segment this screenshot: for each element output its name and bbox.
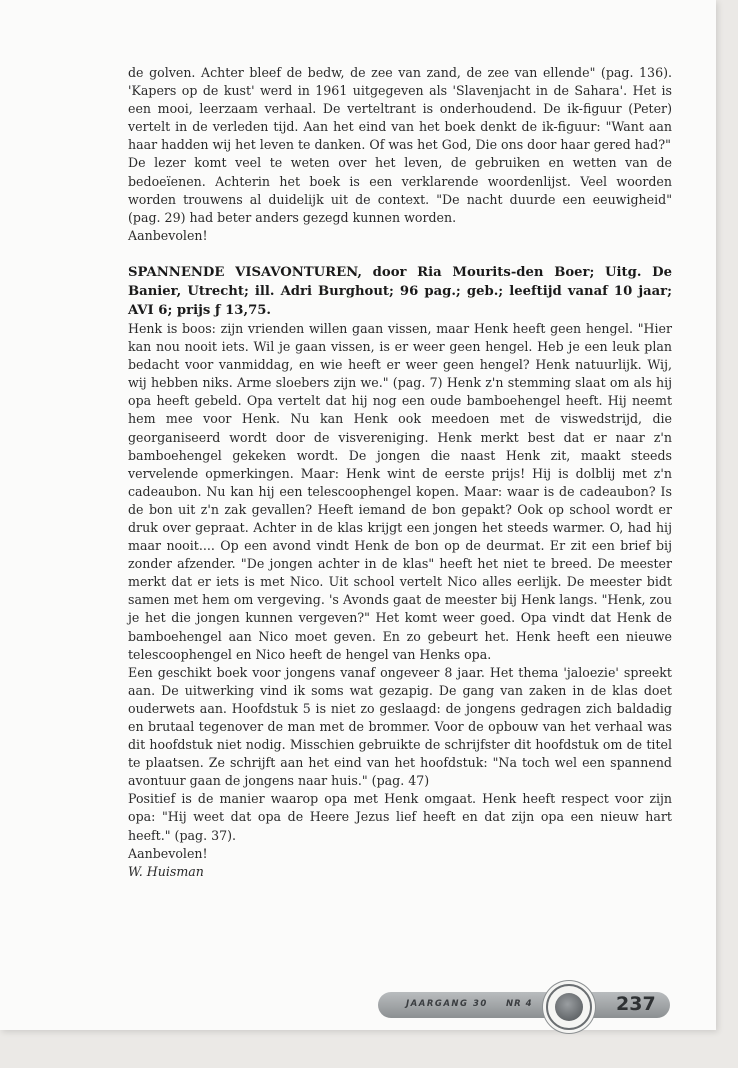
seal-emblem [555, 993, 583, 1021]
paragraph: Henk is boos: zijn vrienden willen gaan vissen, maar Henk heeft geen hengel. "Hier kan nou nooit iets. Wil je gaan vissen, is er weer geen hengel. Heb je een leuk plan bedacht voor vanmiddag, en wie heeft er weer geen hengel? Henk natuurlijk. Wij, wij hebben niks. Arme sloebers zijn we." (pag. 7) Henk z'n stemming slaat om als hij opa heeft gebeld. Opa vertelt dat hij nog een oude bamboehengel heeft. Hij neemt hem mee voor Henk. Nu kan Henk ook meedoen met de viswedstrijd, die georganiseerd wordt door de visvereniging. Henk merkt best dat er naar z'n bamboehengel gekeken wordt. De jongen die naast Henk zit, maakt steeds vervelende opmerkingen. Maar: Henk wint de eerste prijs! Hij is dolblij met z'n cadeaubon. Nu kan hij een telescoophengel kopen. Maar: waar is de cadeaubon? Is de bon uit z'n zak gevallen? Heeft iemand de bon gepakt? Ook op school wordt er druk over gepraat. Achter in de klas krijgt een jongen het steeds warmer. O, had hij maar nooit.... Op een avond vindt Henk de bon op de deurmat. Er zit een brief bij zonder afzender. "De jongen achter in de klas" heeft het niet te breed. De meester merkt dat er iets is met Nico. Uit school vertelt Nico alles eerlijk. De meester bidt samen met hem om vergeving. 's Avonds gaat de meester bij Henk langs. "Henk, zou je het die jongen kunnen vergeven?" Het komt weer goed. Opa vindt dat Henk de bamboehengel aan Nico moet geven. En zo gebeurt het. Henk heeft een nieuwe telescoophengel en Nico heeft de hengel van Henks opa. [128, 320, 672, 662]
spacer [128, 245, 672, 263]
paragraph: Aanbevolen! [128, 227, 208, 243]
seal-icon [546, 984, 592, 1030]
journal-volume: JAARGANG 30 [406, 999, 488, 1009]
body-text [128, 64, 672, 881]
reviewer-signature: W. Huisman [128, 863, 204, 879]
journal-issue: NR 4 [506, 999, 533, 1009]
paragraph: De lezer komt veel te weten over het leven, de gebruiken en wetten van de bedoeïenen. Achterin het boek is een verklarende woordenlijst. Veel woorden worden trouwens al duidelijk uit de context. "De nacht duurde een eeuwigheid" (pag. 29) had beter anders gezegd kunnen worden. [128, 155, 672, 225]
page-number: 237 [616, 993, 656, 1015]
paragraph: de golven. Achter bleef de bedw, de zee van zand, de zee van ellende" (pag. 136). 'Kapers op de kust' werd in 1961 uitgegeven als 'Slavenjacht in de Sahara'. Het is een mooi, leerzaam verhaal. De verteltrant is onderhoudend. De ik-figuur (Peter) vertelt in de verleden tijd. Aan het eind van het boek denkt de ik-figuur: "Want aan haar hadden wij het leven te danken. Of was het God, Die ons door haar gered had?" [128, 65, 672, 153]
page-footer [378, 984, 674, 1028]
paragraph: Positief is de manier waarop opa met Henk omgaat. Henk heeft respect voor zijn opa: "Hij weet dat opa de Heere Jezus lief heeft en dat zijn opa een nieuw hart heeft." (pag. 37). [128, 791, 672, 843]
paragraph: Aanbevolen! [128, 845, 208, 861]
review-title: SPANNENDE VISAVONTUREN, door Ria Mourits-den Boer; Uitg. De Banier, Utrecht; ill. Adri Burghout; 96 pag.; geb.; leeftijd vanaf 10 jaar; AVI 6; prijs ƒ 13,75. [128, 264, 672, 318]
paragraph: Een geschikt boek voor jongens vanaf ongeveer 8 jaar. Het thema 'jaloezie' spreekt aan. De uitwerking vind ik soms wat gezapig. De gang van zaken in de klas doet ouderwets aan. Hoofdstuk 5 is niet zo geslaagd: de jongens gedragen zich baldadig en brutaal tegenover de man met de brommer. Voor de opbouw van het verhaal was dit hoofdstuk niet nodig. Misschien gebruikte de schrijfster dit hoofdstuk om de titel te plaatsen. Ze schrijft aan het eind van het hoofdstuk: "Na toch wel een spannend avontuur gaan de jongens naar huis." (pag. 47) [128, 664, 672, 789]
